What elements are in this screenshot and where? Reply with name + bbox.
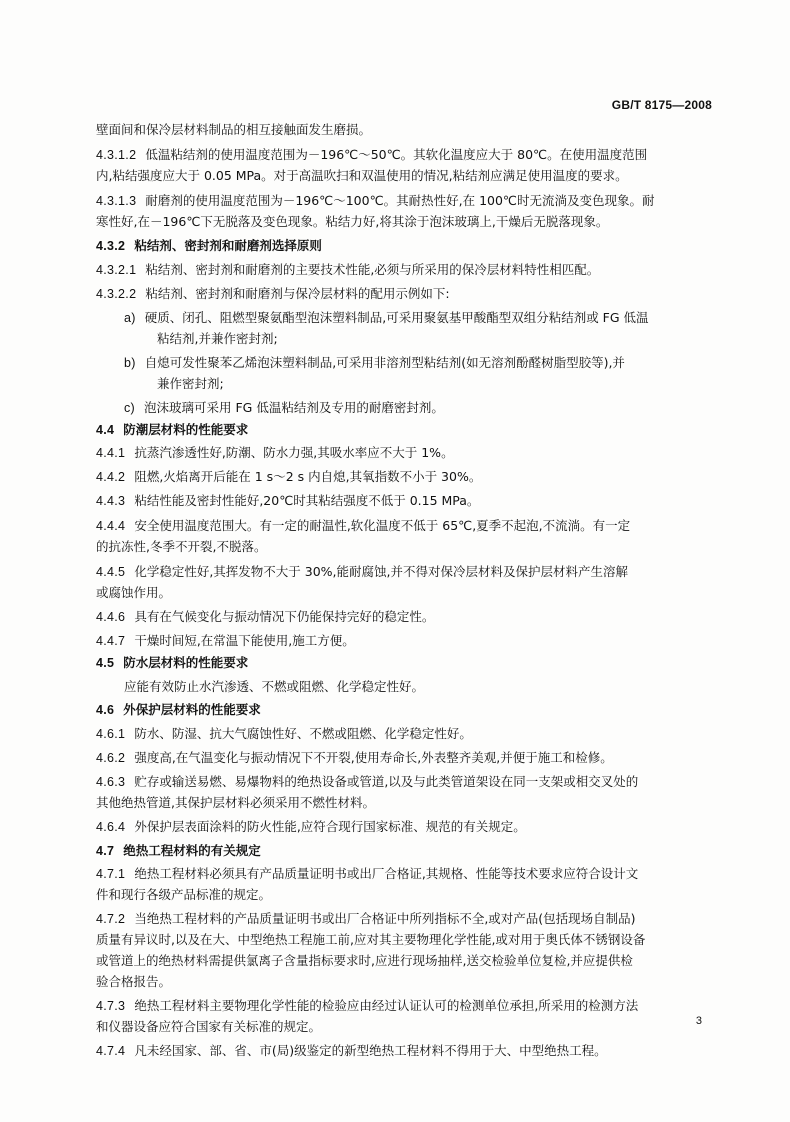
- clause-number: 4.7.3: [96, 999, 126, 1013]
- text-line: [96, 793, 375, 813]
- clause-text: 强度高,在气温变化与振动情况下不开裂,使用寿命长,外表整齐美观,并便于施工和检修。: [134, 750, 613, 765]
- clause-number: 4.7: [96, 844, 115, 858]
- clause-text: 粘结剂、密封剂和耐磨剂的主要技术性能,必须与所采用的保冷层材料特性相匹配。: [145, 262, 600, 277]
- clause-number: 4.3.2: [96, 239, 126, 253]
- text-line: [124, 308, 649, 328]
- clause-text: 绝热工程材料的有关规定: [123, 843, 261, 858]
- clause-text: 外保护层表面涂料的防火性能,应符合现行国家标准、规范的有关规定。: [134, 819, 526, 834]
- clause-text: 具有在气候变化与振动情况下仍能保持完好的稳定性。: [134, 609, 435, 624]
- clause-number: a): [124, 311, 136, 325]
- clause-text: 或管道上的绝热材料需提供氯离子含量指标要求时,应进行现场抽样,送交检验单位复检,并应提供检: [96, 953, 633, 968]
- clause-number: 4.4.5: [96, 565, 126, 579]
- clause-text: 防潮层材料的性能要求: [123, 422, 249, 437]
- clause-text: 当绝热工程材料的产品质量证明书或出厂合格证中所列指标不全,或对产品(包括现场自制品): [134, 911, 636, 926]
- text-line: [96, 724, 472, 744]
- clause-number: b): [124, 356, 136, 370]
- clause-text: 粘结剂,并兼作密封剂;: [157, 331, 278, 346]
- clause-number: 4.7.1: [96, 867, 126, 881]
- clause-text: 耐磨剂的使用温度范围为－196℃～100℃。其耐热性好,在 100℃时无流淌及变色现象。耐: [145, 193, 655, 208]
- clause-text: 粘结剂、密封剂和耐磨剂选择原则: [134, 238, 322, 253]
- text-line: [96, 885, 271, 905]
- text-line: [96, 1041, 607, 1061]
- clause-text: 防水层材料的性能要求: [123, 655, 249, 670]
- text-line: [96, 166, 628, 186]
- clause-text: 凡未经国家、部、省、市(局)级鉴定的新型绝热工程材料不得用于大、中型绝热工程。: [134, 1043, 607, 1058]
- text-line: [96, 260, 599, 280]
- clause-number: 4.6.2: [96, 751, 126, 765]
- clause-text: 化学稳定性好,其挥发物不大于 30%,能耐腐蚀,并不得对保冷层材料及保护层材料产生溶解: [134, 564, 628, 579]
- clause-text: 件和现行各级产品标准的规定。: [96, 887, 272, 902]
- clause-number: 4.7.2: [96, 912, 126, 926]
- clause-number: c): [124, 401, 136, 415]
- text-line: [96, 420, 248, 440]
- clause-text: 寒性好,在－196℃下无脱落及变色现象。粘结力好,将其涂于泡沫玻璃上,干燥后无脱落现象。: [96, 214, 609, 229]
- clause-text: 内,粘结强度应大于 0.05 MPa。对于高温吹扫和双温使用的情况,粘结剂应满足使用温度的要求。: [96, 168, 628, 183]
- text-line: [96, 562, 628, 582]
- text-line: [96, 909, 636, 929]
- clause-number: 4.4.1: [96, 446, 126, 460]
- clause-text: 绝热工程材料主要物理化学性能的检验应由经过认证认可的检测单位承担,所采用的检测方法: [134, 998, 639, 1013]
- text-line: [96, 284, 450, 304]
- clause-number: 4.6: [96, 703, 115, 717]
- clause-text: 粘结剂、密封剂和耐磨剂与保冷层材料的配用示例如下:: [145, 286, 450, 301]
- text-line: [124, 353, 625, 373]
- text-line: [96, 700, 261, 720]
- standard-code-header: GB/T 8175—2008: [611, 98, 712, 112]
- text-line: [96, 817, 526, 837]
- clause-text: 绝热工程材料必须具有产品质量证明书或出厂合格证,其规格、性能等技术要求应符合设计文: [134, 866, 639, 881]
- text-line: [96, 631, 355, 651]
- clause-number: 4.4.6: [96, 610, 126, 624]
- clause-number: 4.6.3: [96, 775, 126, 789]
- text-line: [96, 120, 371, 140]
- clause-text: 自熄可发性聚苯乙烯泡沫塑料制品,可采用非溶剂型粘结剂(如无溶剂酚醛树脂型胶等),并: [144, 355, 625, 370]
- clause-text: 的抗冻性,冬季不开裂,不脱落。: [96, 539, 267, 554]
- clause-text: 外保护层材料的性能要求: [123, 702, 261, 717]
- clause-text: 干燥时间短,在常温下能使用,施工方便。: [134, 633, 355, 648]
- text-line: [96, 537, 266, 557]
- clause-text: 或腐蚀作用。: [96, 585, 172, 600]
- text-line: [124, 677, 424, 697]
- clause-number: 4.3.1.2: [96, 148, 137, 162]
- clause-text: 粘结性能及密封性能好,20℃时其粘结强度不低于 0.15 MPa。: [134, 493, 480, 508]
- text-line: [96, 864, 638, 884]
- text-line: [96, 191, 654, 211]
- text-line: [96, 607, 434, 627]
- text-line: [96, 996, 638, 1016]
- clause-text: 防水、防湿、抗大气腐蚀性好、不燃或阻燃、化学稳定性好。: [134, 726, 472, 741]
- clause-number: 4.4.3: [96, 494, 126, 508]
- clause-number: 4.5: [96, 656, 115, 670]
- clause-text: 应能有效防止水汽渗透、不燃或阻燃、化学稳定性好。: [124, 679, 425, 694]
- text-line: [124, 398, 444, 418]
- text-line: [96, 951, 633, 971]
- text-line: [96, 972, 171, 992]
- text-line: [157, 374, 224, 394]
- clause-number: 4.3.1.3: [96, 194, 137, 208]
- clause-number: 4.4.7: [96, 634, 126, 648]
- clause-text: 抗蒸汽渗透性好,防潮、防水力强,其吸水率应不大于 1%。: [134, 445, 454, 460]
- clause-text: 兼作密封剂;: [157, 376, 224, 391]
- clause-number: 4.4.4: [96, 519, 126, 533]
- text-line: [96, 653, 248, 673]
- clause-number: 4.4.2: [96, 470, 126, 484]
- page-number: 3: [695, 1015, 702, 1027]
- clause-text: 验合格报告。: [96, 974, 172, 989]
- clause-number: 4.6.1: [96, 727, 126, 741]
- text-line: [96, 930, 645, 950]
- clause-number: 4.7.4: [96, 1044, 126, 1058]
- text-line: [96, 443, 454, 463]
- text-line: [96, 841, 261, 861]
- clause-number: 4.3.2.2: [96, 287, 137, 301]
- clause-number: 4.4: [96, 423, 115, 437]
- clause-text: 贮存或输送易燃、易爆物料的绝热设备或管道,以及与此类管道架设在同一支架或相交叉处的: [134, 774, 639, 789]
- clause-number: 4.3.2.1: [96, 263, 137, 277]
- text-line: [96, 748, 613, 768]
- text-line: [157, 329, 278, 349]
- text-line: [96, 1017, 321, 1037]
- clause-text: 安全使用温度范围大。有一定的耐温性,软化温度不低于 65℃,夏季不起泡,不流淌。有一定: [134, 518, 631, 533]
- text-line: [96, 583, 171, 603]
- clause-text: 硬质、闭孔、阻燃型聚氨酯型泡沫塑料制品,可采用聚氨基甲酸酯型双组分粘结剂或 FG 低温: [144, 310, 649, 325]
- text-line: [96, 212, 608, 232]
- clause-text: 泡沫玻璃可采用 FG 低温粘结剂及专用的耐磨密封剂。: [144, 400, 444, 415]
- text-line: [96, 145, 647, 165]
- clause-text: 和仪器设备应符合国家有关标准的规定。: [96, 1019, 322, 1034]
- clause-text: 壁面间和保冷层材料制品的相互接触面发生磨损。: [96, 122, 372, 137]
- clause-number: 4.6.4: [96, 820, 126, 834]
- text-line: [96, 516, 630, 536]
- text-line: [96, 491, 479, 511]
- clause-text: 阻燃,火焰离开后能在 1 s～2 s 内自熄,其氧指数不小于 30%。: [134, 469, 482, 484]
- clause-text: 质量有异议时,以及在大、中型绝热工程施工前,应对其主要物理化学性能,或对用于奥氏体不锈钢设备: [96, 932, 646, 947]
- text-line: [96, 236, 322, 256]
- clause-text: 其他绝热管道,其保护层材料必须采用不燃性材料。: [96, 795, 375, 810]
- text-line: [96, 467, 481, 487]
- clause-text: 低温粘结剂的使用温度范围为－196℃～50℃。其软化温度应大于 80℃。在使用温度范围: [145, 147, 648, 162]
- text-line: [96, 772, 638, 792]
